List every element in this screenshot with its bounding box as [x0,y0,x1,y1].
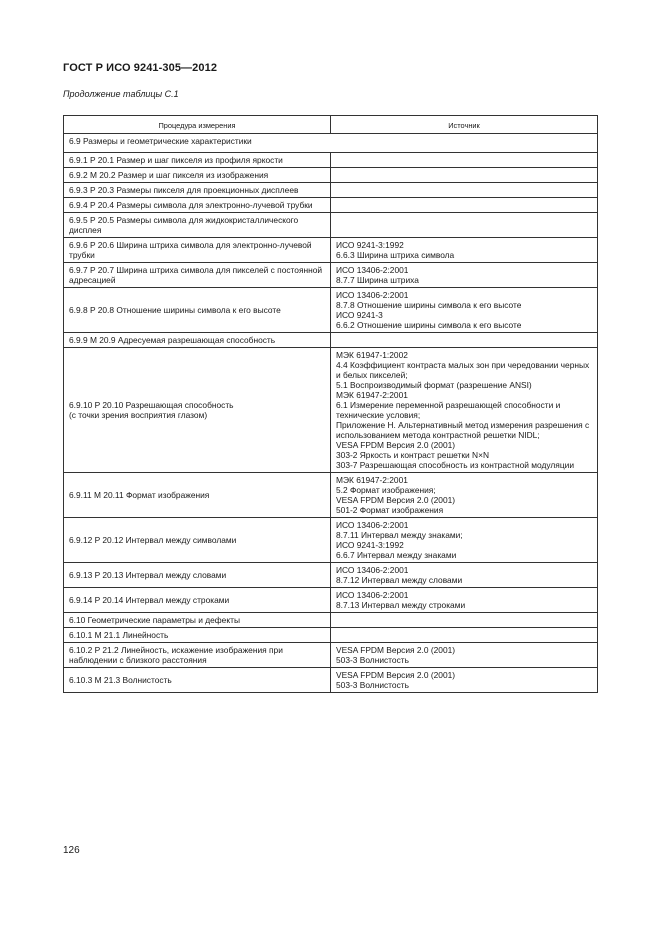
table-row [64,333,598,348]
procedure-cell: 6.9.5 P 20.5 Размеры символа для жидкокристаллического дисплея [64,213,331,238]
source-line: 6.6.2 Отношение ширины символа к его высоте [336,320,522,330]
source-cell [331,183,598,198]
procedure-cell: 6.9.4 P 20.4 Размеры символа для электронно-лучевой трубки [64,198,331,213]
procedure-cell: 6.9.10 P 20.10 Разрешающая способность (с точки зрения восприятия глазом) [64,348,331,473]
table-header-row [64,116,598,134]
source-cell [331,168,598,183]
table-row [64,613,598,628]
source-cell [331,628,598,643]
table-row [64,628,598,643]
source-line: ИСО 9241-3:1992 [336,240,404,250]
source-line: 8.7.13 Интервал между строками [336,600,466,610]
table-row [64,134,598,153]
page-number: 126 [63,845,80,856]
source-line: ИСО 13406-2:2001 [336,565,409,575]
source-line: 8.7.11 Интервал между знаками; [336,530,463,540]
source-line: VESA FPDM Версия 2.0 (2001) [336,670,456,680]
source-line: ИСО 13406-2:2001 [336,590,409,600]
source-line: 6.6.7 Интервал между знаками [336,550,457,560]
source-line: 6.1 Измерение переменной разрешающей способности и технические условия; [336,400,561,420]
procedure-cell: 6.10.1 M 21.1 Линейность [64,628,331,643]
source-line: VESA FPDM Версия 2.0 (2001) [336,495,456,505]
table-row [64,198,598,213]
procedure-cell: 6.9.13 P 20.13 Интервал между словами [64,563,331,588]
source-cell [331,643,598,668]
source-cell [331,668,598,693]
table-row [64,168,598,183]
source-cell [331,153,598,168]
table-row [64,288,598,333]
procedure-cell: 6.9.1 P 20.1 Размер и шаг пикселя из профиля яркости [64,153,331,168]
source-cell [331,588,598,613]
procedure-cell: 6.10.2 P 21.2 Линейность, искажение изображения при наблюдении с близкого расстояния [64,643,331,668]
source-line: 303-7 Разрешающая способность из контрастной модуляции [336,460,574,470]
table-row [64,183,598,198]
source-line: МЭК 61947-1:2002 [336,350,408,360]
source-cell [331,333,598,348]
procedure-cell: 6.9.6 P 20.6 Ширина штриха символа для электронно-лучевой трубки [64,238,331,263]
source-line: 503-3 Волнистость [336,655,409,665]
procedure-cell: 6.10 Геометрические параметры и дефекты [64,613,331,628]
procedure-cell: 6.9.12 P 20.12 Интервал между символами [64,518,331,563]
source-line: МЭК 61947-2:2001 [336,475,408,485]
source-line: VESA FPDM Версия 2.0 (2001) [336,440,456,450]
table-row [64,238,598,263]
source-line: 8.7.8 Отношение ширины символа к его высоте [336,300,522,310]
column-header-source: Источник [331,116,598,134]
column-header-procedure: Процедура измерения [64,116,331,134]
measurement-procedures-table [63,115,598,693]
source-line: 303-2 Яркость и контраст решетки N×N [336,450,490,460]
source-line: 8.7.7 Ширина штриха [336,275,419,285]
procedure-cell: 6.9.9 M 20.9 Адресуемая разрешающая способность [64,333,331,348]
source-line: ИСО 9241-3 [336,310,383,320]
source-cell [331,198,598,213]
table-row [64,263,598,288]
source-line: VESA FPDM Версия 2.0 (2001) [336,645,456,655]
source-cell [331,238,598,263]
source-cell [331,473,598,518]
procedure-cell: 6.9.8 P 20.8 Отношение ширины символа к его высоте [64,288,331,333]
section-heading-cell: 6.9 Размеры и геометрические характеристики [64,134,598,153]
source-cell [331,263,598,288]
table-row [64,588,598,613]
source-line: Приложение H. Альтернативный метод измерения разрешения с использованием метода контрастной решетки NIDL; [336,420,590,440]
source-line: ИСО 13406-2:2001 [336,290,409,300]
table-row [64,153,598,168]
source-line: МЭК 61947-2:2001 [336,390,408,400]
source-line: ИСО 9241-3:1992 [336,540,404,550]
procedure-cell: 6.9.7 P 20.7 Ширина штриха символа для пикселей с постоянной адресацией [64,263,331,288]
source-line: 503-3 Волнистость [336,680,409,690]
source-line: 6.6.3 Ширина штриха символа [336,250,455,260]
table-row [64,518,598,563]
source-cell [331,563,598,588]
source-cell [331,518,598,563]
procedure-cell: 6.9.2 M 20.2 Размер и шаг пикселя из изображения [64,168,331,183]
table-row [64,348,598,473]
source-line: 5.2 Формат изображения; [336,485,436,495]
source-line: 8.7.12 Интервал между словами [336,575,463,585]
table-row [64,643,598,668]
table-row [64,473,598,518]
table-row [64,213,598,238]
source-cell [331,213,598,238]
procedure-cell: 6.9.11 M 20.11 Формат изображения [64,473,331,518]
table-continuation-caption: Продолжение таблицы С.1 [63,89,179,99]
source-cell [331,613,598,628]
table-row [64,668,598,693]
table-row [64,563,598,588]
source-line: ИСО 13406-2:2001 [336,265,409,275]
source-cell [331,288,598,333]
procedure-cell: 6.9.3 P 20.3 Размеры пикселя для проекционных дисплеев [64,183,331,198]
source-line: ИСО 13406-2:2001 [336,520,409,530]
source-line: 4.4 Коэффициент контраста малых зон при чередовании черных и белых пикселей; [336,360,590,380]
procedure-cell: 6.10.3 M 21.3 Волнистость [64,668,331,693]
procedure-cell: 6.9.14 P 20.14 Интервал между строками [64,588,331,613]
table-body [64,134,598,693]
source-cell [331,348,598,473]
document-title: ГОСТ Р ИСО 9241-305—2012 [63,62,218,74]
source-line: 501-2 Формат изображения [336,505,444,515]
source-line: 5.1 Воспроизводимый формат (разрешение ANSI) [336,380,532,390]
